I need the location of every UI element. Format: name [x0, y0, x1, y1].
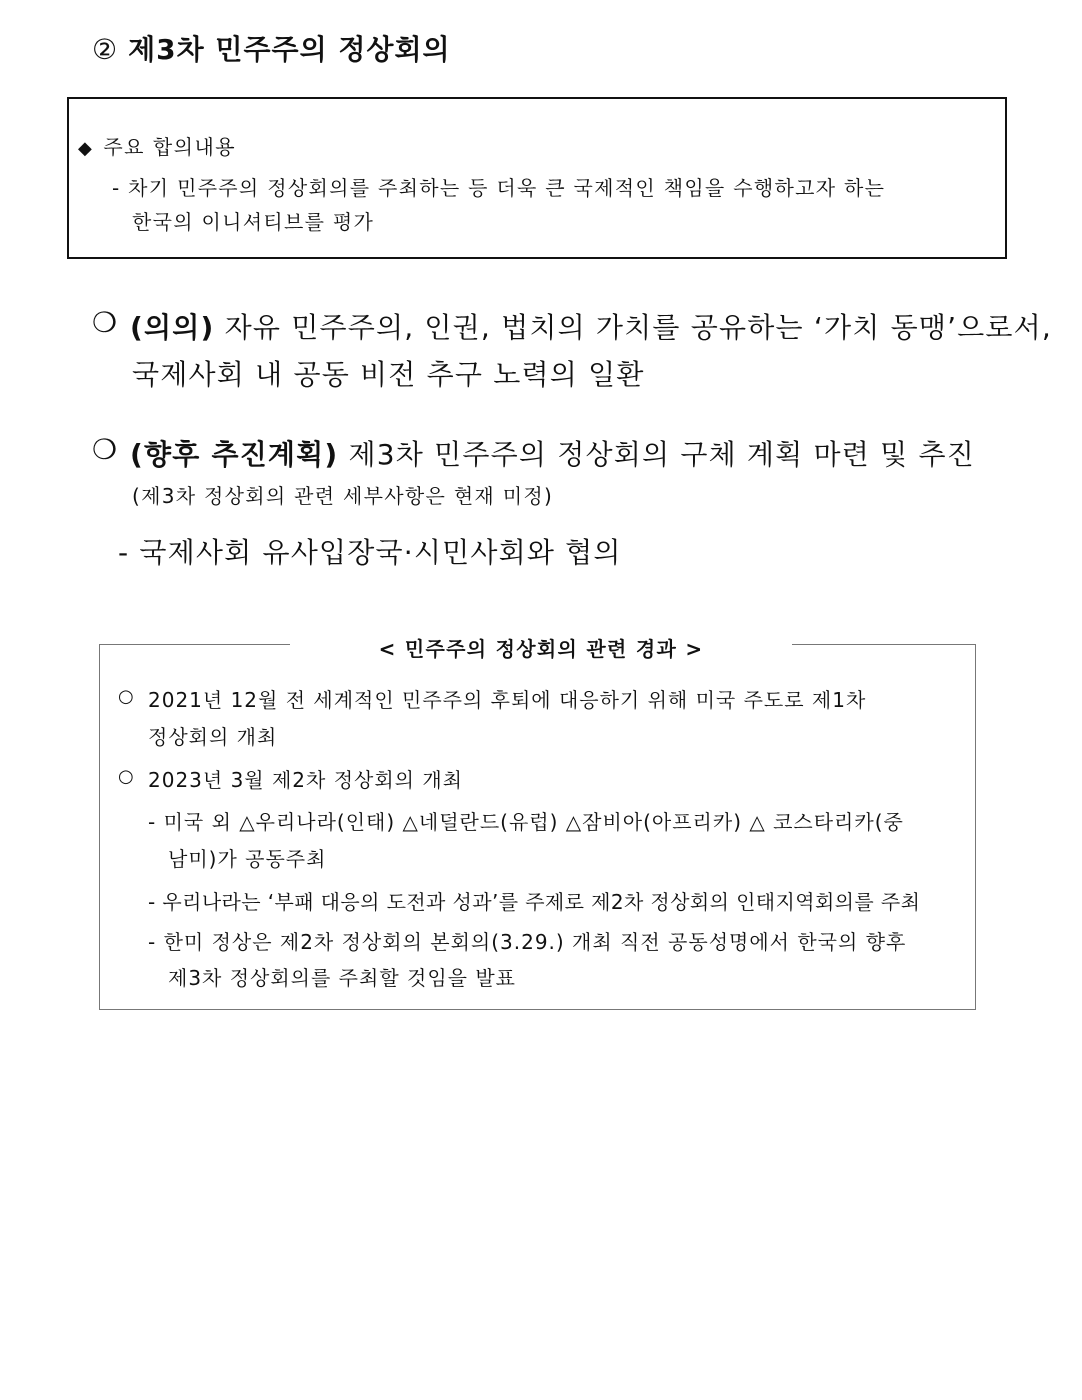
agreement-heading: [78, 131, 236, 160]
point-plan-dash-item: - 국제사회 유사입장국·시민사회와 협의: [118, 536, 622, 569]
history-sub-3-line-1: - 한미 정상은 제2차 정상회의 본회의(3.29.) 개최 직전 공동성명에서 한국의 향후: [148, 930, 907, 954]
history-sub-1-line-1: - 미국 외 △우리나라(인태) △네덜란드(유럽) △잠비아(아프리카) △ 코스타리카(중: [148, 810, 904, 834]
point-plan-label: (향후 추진계획): [130, 438, 339, 471]
section-number: ②: [92, 33, 119, 66]
point-significance-label: (의의): [130, 311, 215, 344]
point-bullet-icon: ❍: [92, 306, 118, 339]
history-sub-3-line-2: 제3차 정상회의를 주최할 것임을 발표: [168, 966, 516, 990]
history-box-title: < 민주주의 정상회의 관련 경과 >: [378, 637, 704, 661]
diamond-bullet-icon: ◆: [78, 138, 94, 159]
agreement-heading-text: 주요 합의내용: [103, 135, 237, 159]
history-sub-2-line-1: - 우리나라는 ‘부패 대응의 도전과 성과’를 주제로 제2차 정상회의 인태지역회의를 주최: [148, 890, 921, 914]
point-plan-line-1: [130, 433, 975, 473]
point-significance-line-1: [130, 306, 1052, 346]
point-plan-note: (제3차 정상회의 관련 세부사항은 현재 미정): [132, 484, 554, 508]
section-title-text: 제3차 민주주의 정상회의: [128, 33, 451, 66]
agreement-line-2: 한국의 이니셔티브를 평가: [132, 210, 375, 234]
agreement-line-1: - 차기 민주주의 정상회의를 주최하는 등 더욱 큰 국제적인 책임을 수행하고자 하는: [112, 176, 886, 200]
point-significance-line-2: 국제사회 내 공동 비전 추구 노력의 일환: [132, 358, 645, 391]
circle-bullet-icon: ○: [118, 686, 134, 707]
point-significance-text: 자유 민주주의, 인권, 법치의 가치를 공유하는 ‘가치 동맹’으로서,: [214, 311, 1053, 344]
history-item-1-line-2: 정상회의 개최: [148, 725, 278, 749]
point-bullet-icon: ❍: [92, 433, 118, 466]
section-title: [92, 28, 451, 68]
history-item-1-line-1: 2021년 12월 전 세계적인 민주주의 후퇴에 대응하기 위해 미국 주도로 제1차: [148, 688, 867, 712]
point-plan-text: 제3차 민주주의 정상회의 구체 계획 마련 및 추진: [338, 438, 975, 471]
circle-bullet-icon: ○: [118, 766, 134, 787]
history-sub-1-line-2: 남미)가 공동주최: [168, 847, 327, 871]
history-item-2-line-1: 2023년 3월 제2차 정상회의 개최: [148, 768, 463, 792]
